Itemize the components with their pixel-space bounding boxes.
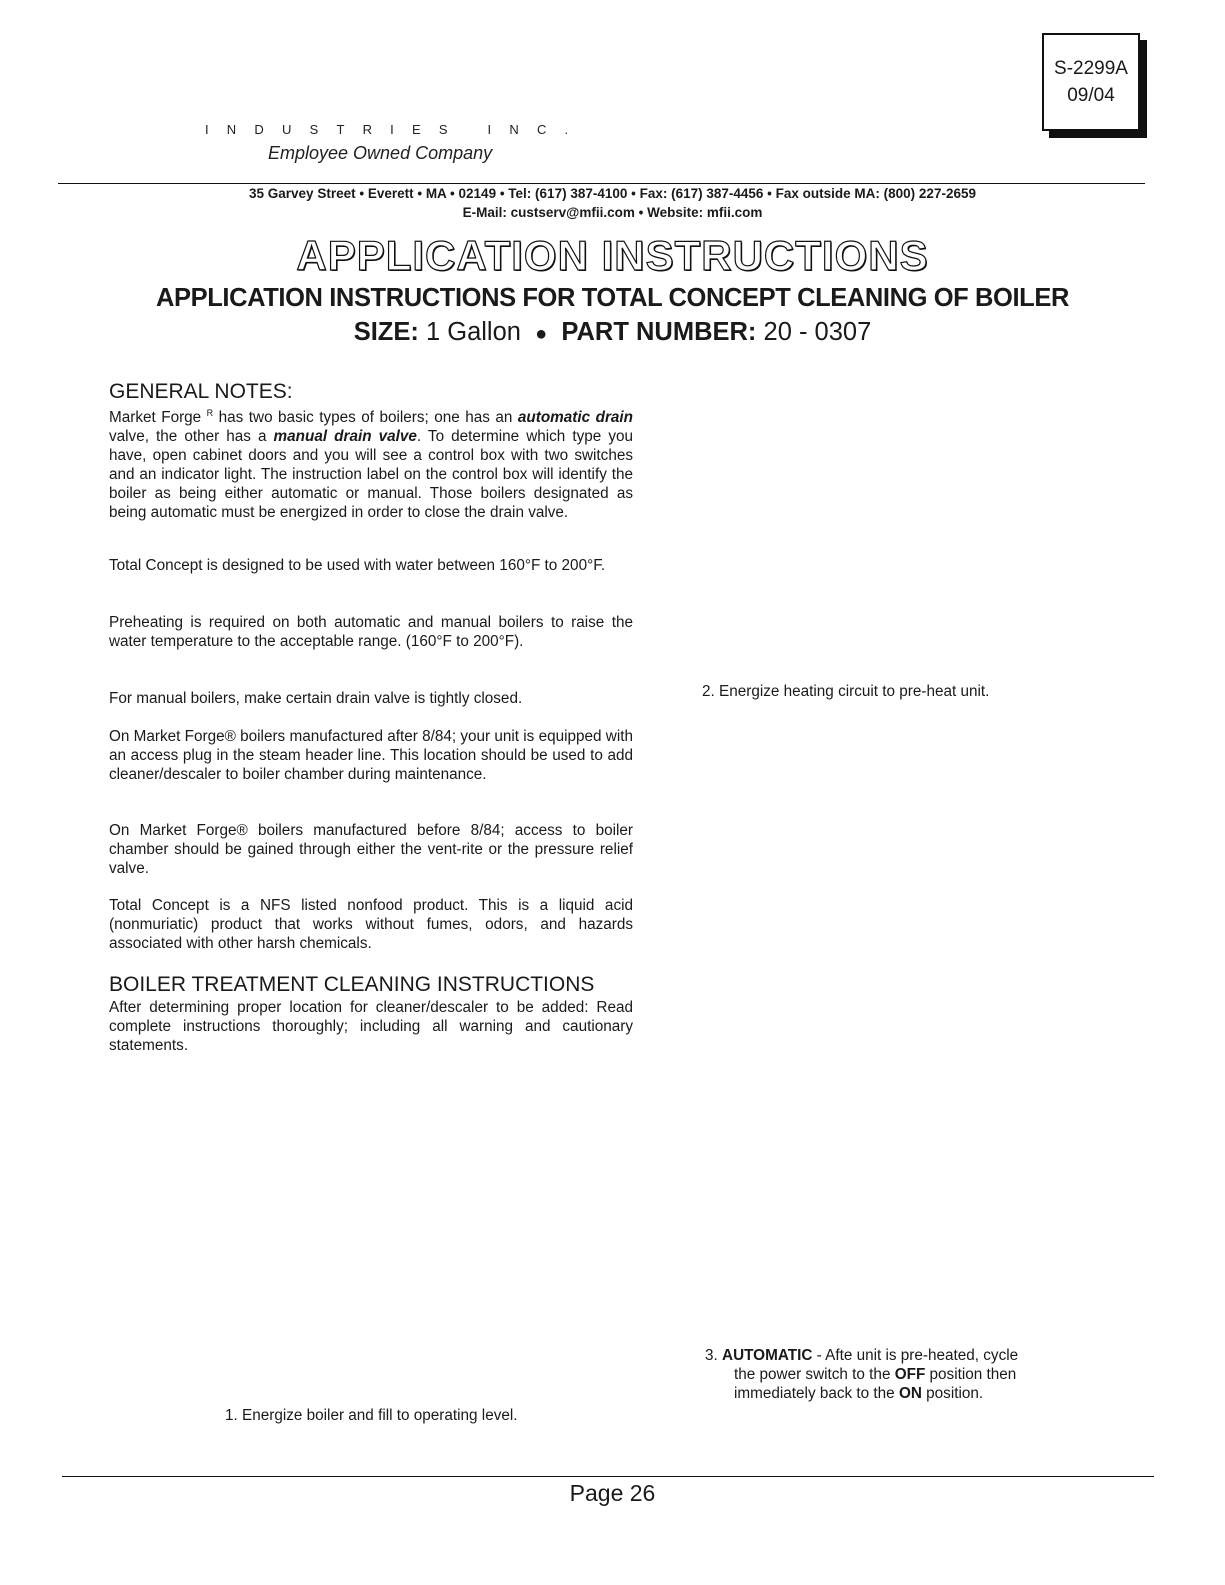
treatment-paragraph: After determining proper location for cleaner/descaler to be added: Read complete instructions thoroughly; including all warning and cautionary statements. — [109, 999, 633, 1054]
company-industries: INDUSTRIES INC. — [205, 122, 587, 137]
text-run: - Afte unit is pre-heated, cycle — [812, 1347, 1019, 1364]
step-3-number: 3. — [705, 1347, 723, 1364]
header-divider — [58, 183, 1145, 184]
registered-mark: R — [206, 408, 214, 418]
general-notes-paragraph-1 — [109, 404, 633, 522]
general-notes-paragraph-7: Total Concept is a NFS listed nonfood product. This is a liquid acid (nonmuriatic) product that works without fumes, odors, and hazards associated with other harsh chemicals. — [109, 897, 633, 952]
treatment-heading: BOILER TREATMENT CLEANING INSTRUCTIONS — [109, 973, 595, 996]
size-value: 1 Gallon — [425, 318, 521, 346]
general-notes-paragraph-3: Preheating is required on both automatic and manual boilers to raise the water temperature to the acceptable range. (160°F to 200°F). — [109, 614, 633, 650]
text-run: . To determine which type you have, open cabinet doors and you will see a control box with two switches and an indicator light. The instruction label on the control box will identify the boiler as being either automatic or manual. Those boilers designated as being automatic must be energized in order to close the drain valve. — [109, 428, 633, 522]
general-notes-paragraph-5: On Market Forge® boilers manufactured after 8/84; your unit is equipped with an access plug in the steam header line. This location should be used to add cleaner/descaler to boiler chamber during maintenance. — [109, 728, 633, 783]
text-run: has two basic types of boilers; one has an — [213, 409, 518, 427]
step-1: 1. Energize boiler and fill to operating level. — [225, 1407, 518, 1424]
footer-divider — [62, 1476, 1154, 1477]
document-id-box — [1042, 33, 1140, 131]
product-spec — [0, 318, 1225, 347]
banner-title: APPLICATION INSTRUCTIONS — [296, 232, 929, 279]
automatic-label: AUTOMATIC — [722, 1347, 813, 1364]
company-tagline: Employee Owned Company — [268, 143, 493, 163]
general-notes-heading: GENERAL NOTES: — [109, 380, 293, 403]
brand-name: Market Forge — [109, 409, 202, 427]
part-label: PART NUMBER: — [561, 318, 757, 346]
manual-drain-emphasis: manual drain valve — [273, 428, 417, 446]
page-number: Page 26 — [569, 1480, 656, 1506]
general-notes-paragraph-4: For manual boilers, make certain drain valve is tightly closed. — [109, 690, 523, 707]
text-run: position then — [925, 1366, 1017, 1383]
general-notes-paragraph-2: Total Concept is designed to be used with water between 160°F to 200°F. — [109, 557, 606, 574]
text-run: the power switch to the — [734, 1366, 895, 1383]
company-address: 35 Garvey Street • Everett • MA • 02149 • Tel: (617) 387-4100 • Fax: (617) 387-4456 • Fax outside MA: (800) 227-2659 — [249, 186, 976, 201]
off-label: OFF — [894, 1366, 926, 1383]
bullet-icon: ● — [535, 323, 548, 345]
company-contact: E-Mail: custserv@mfii.com • Website: mfii.com — [462, 205, 763, 220]
size-label: SIZE: — [353, 318, 419, 346]
text-run: immediately back to the — [734, 1385, 899, 1402]
step-2: 2. Energize heating circuit to pre-heat unit. — [702, 683, 990, 700]
text-run: valve, the other has a — [109, 428, 274, 446]
page-title: APPLICATION INSTRUCTIONS FOR TOTAL CONCEPT CLEANING OF BOILER — [156, 284, 1069, 312]
document-number: S-2299A — [1054, 58, 1128, 79]
on-label: ON — [898, 1385, 922, 1402]
part-value: 20 - 0307 — [763, 318, 872, 346]
automatic-drain-emphasis: automatic drain — [517, 409, 634, 427]
text-run: position. — [921, 1385, 984, 1402]
document-date: 09/04 — [1067, 85, 1115, 106]
step-3 — [705, 1346, 1105, 1403]
general-notes-paragraph-6: On Market Forge® boilers manufactured before 8/84; access to boiler chamber should be gained through either the vent-rite or the pressure relief valve. — [109, 822, 633, 877]
